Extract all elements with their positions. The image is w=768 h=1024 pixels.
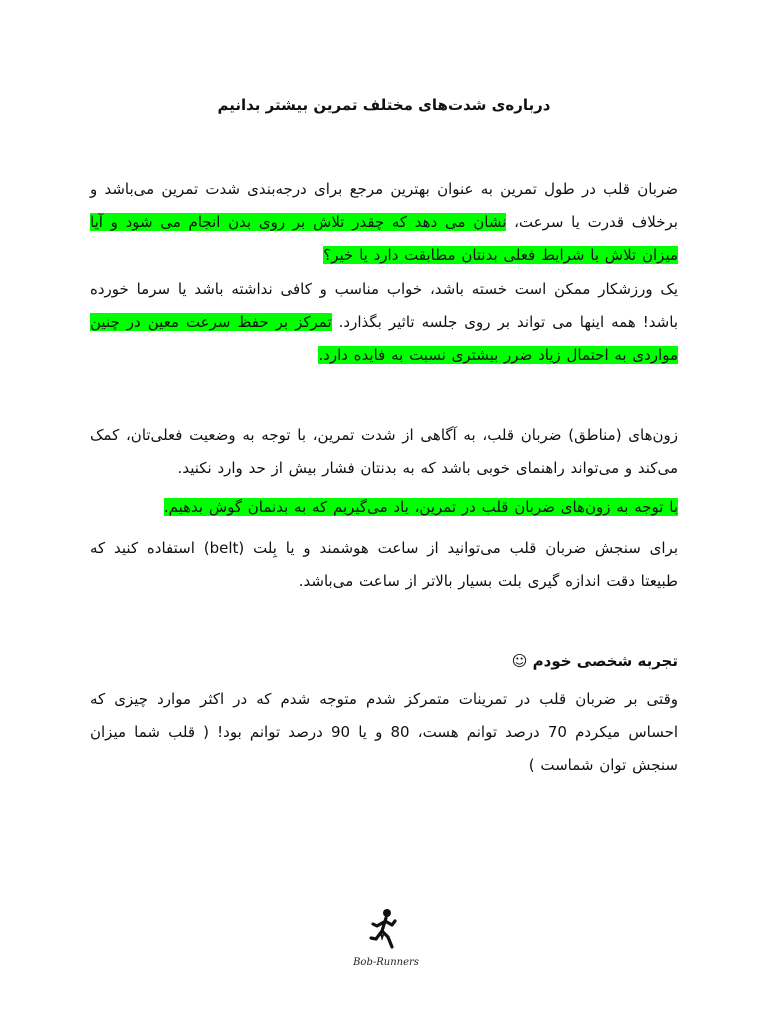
page-title: درباره‌ی شدت‌های مختلف تمرین بیشتر بدانیم xyxy=(217,96,551,114)
highlighted-text: تمرکز بر حفظ سرعت معین در چنین مواردی به احتمال زیاد ضرر بیشتری نسبت به فایده دارد. xyxy=(90,313,678,364)
highlighted-text: نشان می دهد که چقدر تلاش بر روی بدن انجام می شود و آیا میزان تلاش با شرایط فعلی بدنتان مطابقت دارد یا خیر؟ xyxy=(90,213,678,264)
runner-silhouette-icon xyxy=(371,909,395,947)
paragraph-heart-rate-zones: زون‌های (مناطق) ضربان قلب، به آگاهی از شدت تمرین، با توجه به وضعیت فعلی‌تان، کمک می‌کند و می‌تواند راهنمای خوبی باشد که به بدنتان فشار بیش از حد وارد نکنید. xyxy=(90,426,678,477)
brand-logo xyxy=(340,905,432,975)
paragraph-text: یک ورزشکار ممکن است خسته باشد، خواب مناسب و کافی نداشته باشد یا سرما خورده باشد! همه اینها می تواند بر روی جلسه تاثیر بگذارد. xyxy=(90,280,678,331)
paragraph-listen-to-body xyxy=(90,491,678,524)
logo-text: Bob-Runners xyxy=(353,957,419,968)
paragraph-athlete-condition xyxy=(90,273,678,372)
section-heading-personal-experience: تجربه شخصی خودم ☺ xyxy=(511,652,678,670)
paragraph-personal-experience: وقتی بر ضربان قلب در تمرینات متمرکز شدم متوجه شدم که در اکثر موارد چیزی که احساس میکردم 70 درصد توانم هست، 80 و یا 90 درصد توانم بود! ( قلب شما میزان سنجش توان شماست ) xyxy=(90,690,679,774)
paragraph-text: ضربان قلب در طول تمرین به عنوان بهترین مرجع برای درجه‌بندی شدت تمرین می‌باشد و برخلاف قدرت یا سرعت، xyxy=(90,180,678,231)
paragraph-measurement-devices: برای سنجش ضربان قلب می‌توانید از ساعت هوشمند و یا بِلت (belt) استفاده کنید که طبیعتا دقت اندازه گیری بلت بسیار بالاتر از ساعت می‌باشد. xyxy=(90,539,678,590)
highlighted-text: با توجه به زون‌های ضربان قلب در تمرین، یاد می‌گیریم که به بدنمان گوش بدهیم. xyxy=(163,498,678,516)
paragraph-heart-rate-reference xyxy=(90,173,678,272)
